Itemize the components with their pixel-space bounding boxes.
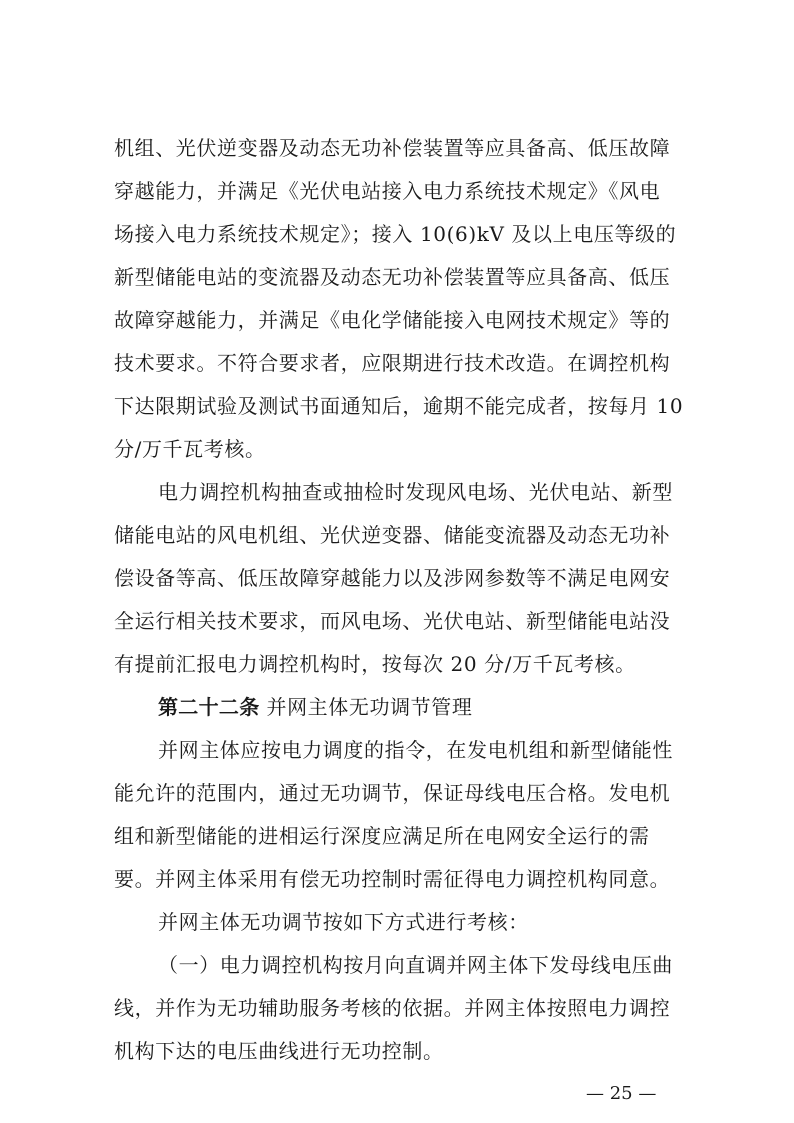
page-number: — 25 — xyxy=(586,1083,657,1104)
text-line-5: 故障穿越能力，并满足《电化学储能接入电网技术规定》等的 xyxy=(114,308,671,332)
text-line-9: 电力调控机构抽查或抽检时发现风电场、光伏电站、新型 xyxy=(158,480,673,504)
text-line-7: 下达限期试验及测试书面通知后，逾期不能完成者，按每月 10 xyxy=(114,394,684,418)
text-line-15: 并网主体应按电力调度的指令，在发电机组和新型储能性 xyxy=(158,738,673,762)
text-line-17: 组和新型储能的进相运行深度应满足所在电网安全运行的需 xyxy=(114,824,650,848)
text-line-20: （一）电力调控机构按月向直调并网主体下发母线电压曲 xyxy=(158,953,673,977)
text-line-12: 全运行相关技术要求，而风电场、光伏电站、新型储能电站没 xyxy=(114,609,671,633)
text-line-18: 要。并网主体采用有偿无功控制时需征得电力调控机构同意。 xyxy=(114,867,671,891)
article-number: 第二十二条 xyxy=(158,695,260,719)
text-line-19: 并网主体无功调节按如下方式进行考核： xyxy=(158,910,529,934)
text-line-16: 能允许的范围内，通过无功调节，保证母线电压合格。发电机 xyxy=(114,781,671,805)
text-line-21: 线，并作为无功辅助服务考核的依据。并网主体按照电力调控 xyxy=(114,996,671,1020)
article-title: 并网主体无功调节管理 xyxy=(266,695,473,719)
text-line-4: 新型储能电站的变流器及动态无功补偿装置等应具备高、低压 xyxy=(114,265,671,289)
text-line-2: 穿越能力，并满足《光伏电站接入电力系统技术规定》《风电 xyxy=(114,179,661,203)
text-line-10: 储能电站的风电机组、光伏逆变器、储能变流器及动态无功补 xyxy=(114,523,671,547)
text-line-11: 偿设备等高、低压故障穿越能力以及涉网参数等不满足电网安 xyxy=(114,566,671,590)
text-line-8: 分/万千瓦考核。 xyxy=(114,437,266,461)
text-line-1: 机组、光伏逆变器及动态无功补偿装置等应具备高、低压故障 xyxy=(114,136,671,160)
text-line-6: 技术要求。不符合要求者，应限期进行技术改造。在调控机构 xyxy=(114,351,671,375)
article-heading xyxy=(158,693,684,721)
text-line-13: 有提前汇报电力调控机构时，按每次 20 分/万千瓦考核。 xyxy=(114,652,636,676)
text-line-3: 场接入电力系统技术规定》；接入 10(6)kV 及以上电压等级的 xyxy=(114,222,677,246)
text-line-22: 机构下达的电压曲线进行无功控制。 xyxy=(114,1039,444,1063)
